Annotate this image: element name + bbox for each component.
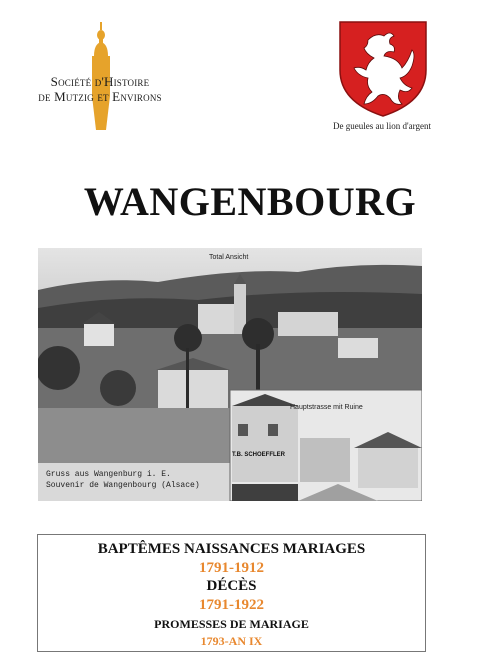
postcard-inset-label: Hauptstrasse mit Ruine	[290, 404, 363, 411]
postcard-greeting	[46, 469, 200, 491]
records-years1: 1791-1912	[199, 560, 264, 576]
page-title: WANGENBOURG	[83, 179, 417, 224]
society-logo	[20, 22, 180, 132]
postcard-top-label: Total Ansicht	[209, 254, 249, 261]
records-box	[37, 534, 426, 652]
postcard-shop-sign: T.B. SCHOEFFLER	[232, 452, 286, 458]
records-line1: BAPTÊMES NAISSANCES MARIAGES	[97, 541, 366, 557]
society-name-line1: Société d'Histoire	[50, 74, 150, 89]
records-line3: PROMESSES DE MARIAGE	[154, 617, 309, 631]
records-line2: DÉCÈS	[206, 578, 257, 594]
postcard-greeting-line1: Gruss aus Wangenburg i. E.	[46, 470, 171, 479]
records-years2: 1791-1922	[199, 597, 264, 613]
society-name-line2: de Mutzig et Environs	[38, 89, 162, 104]
society-name	[20, 74, 180, 104]
postcard-greeting-line2: Souvenir de Wangenbourg (Alsace)	[46, 481, 200, 490]
records-years3: 1793-AN IX	[200, 634, 263, 648]
postcard-photo	[38, 248, 422, 501]
coat-of-arms-caption: De gueules au lion d'argent	[333, 121, 431, 131]
coat-of-arms-lion-icon	[338, 20, 428, 118]
